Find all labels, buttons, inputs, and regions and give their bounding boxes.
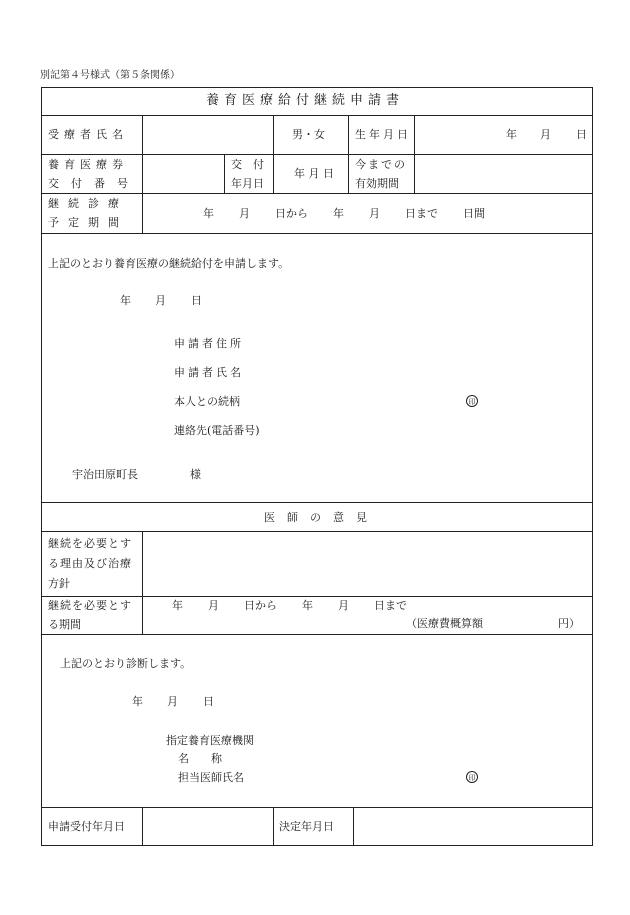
decision-date-field[interactable] <box>354 808 592 845</box>
diagnosis-statement: 上記のとおり診断します。 <box>60 657 192 670</box>
reason-label-line1: 継続を必要とす <box>48 537 132 550</box>
grid-line <box>41 233 593 234</box>
addressee: 宇治田原町長 <box>72 468 138 481</box>
doctor-seal: 印 <box>466 771 478 783</box>
institution-label: 指定養育医療機関 <box>166 734 254 747</box>
period-start-year: 年 <box>172 599 183 612</box>
applicant-name-label: 申請者氏名 <box>174 366 244 379</box>
birth-day: 日 <box>576 128 587 141</box>
relation-label: 本人との続柄 <box>174 395 240 408</box>
grid-line <box>41 596 593 597</box>
contact-label: 連絡先(電話番号) <box>174 424 260 437</box>
doctor-name-label: 担当医師氏名 <box>178 771 244 784</box>
patient-name-label: 受療者氏名 <box>48 128 128 141</box>
planned-end-day: 日まで <box>405 207 438 220</box>
valid-period-field[interactable] <box>415 155 592 192</box>
issue-label-line1: 交 付 <box>231 158 264 171</box>
cost-estimate-close: 円） <box>558 617 580 630</box>
doctor-section-title: 医師の意見 <box>264 511 379 524</box>
issue-label-line2: 年月日 <box>231 177 264 190</box>
birthdate-label: 生年月日 <box>355 128 411 141</box>
ticket-number-field[interactable] <box>143 155 223 192</box>
planned-start-month: 月 <box>239 207 250 220</box>
birth-year: 年 <box>506 128 517 141</box>
planned-days: 日間 <box>463 207 485 220</box>
period-end-year: 年 <box>302 599 313 612</box>
diagnosis-month: 月 <box>167 695 178 708</box>
received-date-label: 申請受付年月日 <box>48 820 125 833</box>
institution-name-label: 名 称 <box>178 752 222 765</box>
planned-start-day: 日から <box>275 207 308 220</box>
gender-option[interactable]: 男・女 <box>292 128 325 141</box>
period-label-line1: 継続を必要とす <box>48 599 132 612</box>
period-label-line2: る期間 <box>48 618 81 631</box>
planned-start-year: 年 <box>203 207 214 220</box>
reason-field[interactable] <box>143 532 592 595</box>
received-date-field[interactable] <box>143 808 272 845</box>
diagnosis-day: 日 <box>203 695 214 708</box>
cost-estimate-open: （医療費概算額 <box>406 617 483 630</box>
applicant-address-label: 申請者住所 <box>174 337 244 350</box>
period-start-day: 日から <box>244 599 277 612</box>
grid-line <box>41 502 593 503</box>
addressee-honorific: 様 <box>190 468 201 481</box>
grid-line <box>41 115 593 116</box>
grid-line <box>41 193 593 194</box>
grid-line <box>273 807 274 846</box>
planned-end-year: 年 <box>333 207 344 220</box>
reason-label-line2: る理由及び治療 <box>48 557 132 570</box>
application-year: 年 <box>120 294 131 307</box>
reason-label-line3: 方針 <box>48 577 70 590</box>
period-end-month: 月 <box>338 599 349 612</box>
valid-label-line1: 今までの <box>355 158 407 171</box>
planned-label-line2: 予定期間 <box>48 216 128 229</box>
period-end-day: 日まで <box>374 599 407 612</box>
grid-line <box>224 154 225 193</box>
diagnosis-year: 年 <box>132 695 143 708</box>
issue-date-field[interactable]: 年 月 日 <box>294 167 334 180</box>
grid-line <box>273 115 274 193</box>
planned-end-month: 月 <box>369 207 380 220</box>
birth-month: 月 <box>540 128 551 141</box>
form-number-note: 別記第４号様式（第５条関係） <box>40 70 180 81</box>
valid-label-line2: 有効期間 <box>355 177 399 190</box>
application-day: 日 <box>191 294 202 307</box>
patient-name-field[interactable] <box>143 116 272 153</box>
period-start-month: 月 <box>208 599 219 612</box>
application-statement: 上記のとおり養育医療の継続給付を申請します。 <box>48 257 290 270</box>
planned-label-line1: 継続診療 <box>48 197 128 210</box>
ticket-label-line2: 交付番号 <box>48 177 140 190</box>
ticket-label-line1: 養育医療券 <box>48 158 128 171</box>
decision-date-label: 決定年月日 <box>279 820 334 833</box>
applicant-seal: 印 <box>466 395 478 407</box>
form-title: 養育医療給付継続申請書 <box>206 93 405 108</box>
application-month: 月 <box>155 294 166 307</box>
grid-line <box>348 115 349 193</box>
grid-line <box>41 634 593 635</box>
